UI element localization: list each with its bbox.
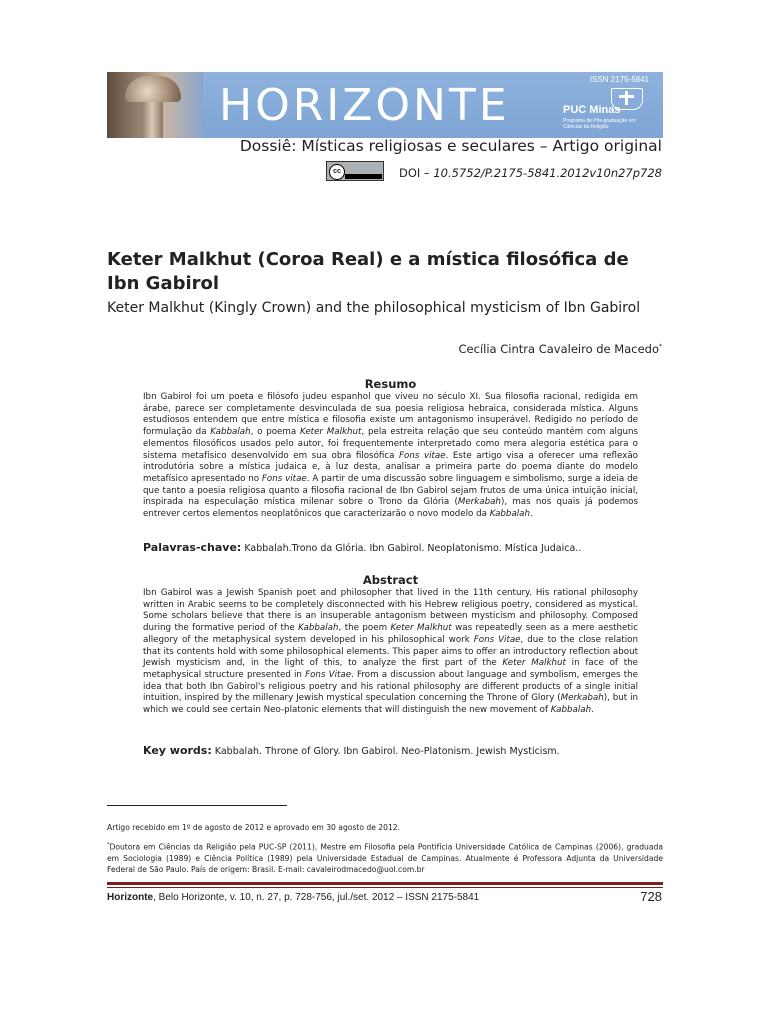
footnote-author-text: Doutora em Ciências da Religião pela PUC-SP (2011), Mestre em Filosofia pela Pontifícia Universidade Católica de Campinas (2006), graduada em Sociologia (1989) e Ciência Política (1989) pela Universidade Estadual de Campinas. Atualmente é Professora Adjunta da Universidade Federal de São Paulo. País de origem: Brasil. E-mail: cavaleirodmacedo@uol.com.br [107, 842, 663, 874]
doi-prefix: DOI – [398, 166, 434, 180]
keywords-text-pt: Kabbalah.Trono da Glória. Ibn Gabirol. Neoplatonismo. Mística Judaica.. [241, 543, 582, 554]
author-name-text: Cecília Cintra Cavaleiro de Macedo [458, 342, 659, 356]
resumo-body: Ibn Gabirol foi um poeta e filósofo judeu espanhol que viveu no século XI. Sua filosofia racional, redigida em árabe, parece ser completamente desvinculada de sua poesia religiosa hebraica, considerada mística. Alguns estudiosos entendem que entre mística e filosofia existe um antagonismo insuperável. Redigido no período de formulação da Kabbalah, o poema Keter Malkhut, pela estreita relação que seu conteúdo mantém com alguns elementos filosóficos usados pelo autor, foi frequentemente interpretado como mera alegoria estética para o sistema metafísico desenvolvido em sua obra filosófica Fons vitae. Este artigo visa a oferecer uma reflexão introdutória sobre a mística judaica e, à luz desta, analisar a primeira parte do poema diante do modelo metafísico apresentado no Fons vitae. A partir de uma discussão sobre linguagem e simbolismo, surge a ideia de que tanto a poesia religiosa quanto a filosofia racional de Ibn Gabirol sejam frutos de uma única intuição inicial, inspirada na especulação mística milenar sobre o Trono da Glória (Merkabah), mas nos quais já podemos entrever certos elementos neoplatônicos que caracterizarão o novo modelo da Kabbalah. [143, 392, 639, 520]
footer-rule-thin [107, 887, 663, 888]
creative-commons-badge[interactable] [326, 161, 384, 181]
journal-name: HORIZONTE [219, 80, 510, 131]
article-title-en: Keter Malkhut (Kingly Crown) and the philosophical mysticism of Ibn Gabirol [107, 300, 641, 316]
footer-citation [107, 892, 479, 903]
footer-rule-thick [107, 882, 663, 885]
doi-link[interactable]: 10.5752/P.2175-5841.2012v10n27p728 [433, 166, 662, 180]
footnote-author [107, 840, 663, 875]
column-capital-image [107, 72, 203, 138]
journal-banner [107, 72, 663, 138]
abstract-heading: Abstract [362, 573, 419, 587]
capital-shape [125, 76, 181, 102]
footnote-author-mark: * [107, 842, 110, 848]
abstract-keywords [143, 744, 643, 757]
puc-minas-logo [563, 88, 651, 134]
puc-program: Programa de Pós-graduação em Ciências da Religião [563, 118, 636, 130]
page-number: 728 [640, 889, 662, 904]
footnote-divider [107, 805, 287, 806]
footnote-received: Artigo recebido em 1º de agosto de 2012 e aprovado em 30 agosto de 2012. [107, 823, 401, 832]
column-shaft [141, 102, 163, 138]
author-name [459, 342, 662, 356]
footer-citation-text: , Belo Horizonte, v. 10, n. 27, p. 728-756, jul./set. 2012 – ISSN 2175-5841 [153, 892, 480, 903]
resumo-keywords [143, 541, 643, 554]
doi-line [399, 166, 662, 180]
footer-journal: Horizonte [107, 892, 154, 903]
keywords-label-pt: Palavras-chave: [143, 541, 242, 554]
article-title-pt: Keter Malkhut (Coroa Real) e a mística filosófica de Ibn Gabirol [107, 249, 629, 294]
cc-icon: cc [329, 164, 345, 180]
keywords-label-en: Key words: [143, 744, 212, 757]
resumo-heading: Resumo [364, 377, 417, 391]
abstract-body: Ibn Gabirol was a Jewish Spanish poet and philosopher that lived in the 11th century. His rational philosophy written in Arabic seems to be completely disconnected with his Hebrew religious poetry, considered as mystical. Some scholars believe that there is an insuperable antagonism between mysticism and philosophy. Composed during the formative period of the Kabbalah, the poem Keter Malkhut was repeatedly seen as a mere aesthetic allegory of the metaphysical system developed in his philosophical work Fons Vitae, due to the close relation that its contents hold with some philosophical elements. This paper aims to offer an introductory reflection about Jewish mysticism and, in the light of this, to analyze the first part of the Keter Malkhut in face of the metaphysical structure presented in Fons Vitae. From a discussion about language and symbolism, emerges the idea that both Ibn Gabirol's religious poetry and his rational philosophy are different products of a single initial intuition, inspired by the millenary Jewish mystical speculation concerning the Throne of Glory (Merkabah), but in which we could see certain Neo-platonic elements that will distinguish the new movement of Kabbalah. [143, 588, 638, 716]
keywords-text-en: Kabbalah. Throne of Glory. Ibn Gabirol. Neo-Platonism. Jewish Mysticism. [211, 746, 560, 757]
banner-issn: ISSN 2175-5841 [589, 75, 649, 84]
dossie-label: Dossiê: Místicas religiosas e seculares – Artigo original [239, 137, 662, 155]
puc-name: PUC Minas [563, 104, 621, 116]
cc-license-bar [345, 174, 382, 179]
author-footnote-mark[interactable]: * [659, 343, 662, 351]
